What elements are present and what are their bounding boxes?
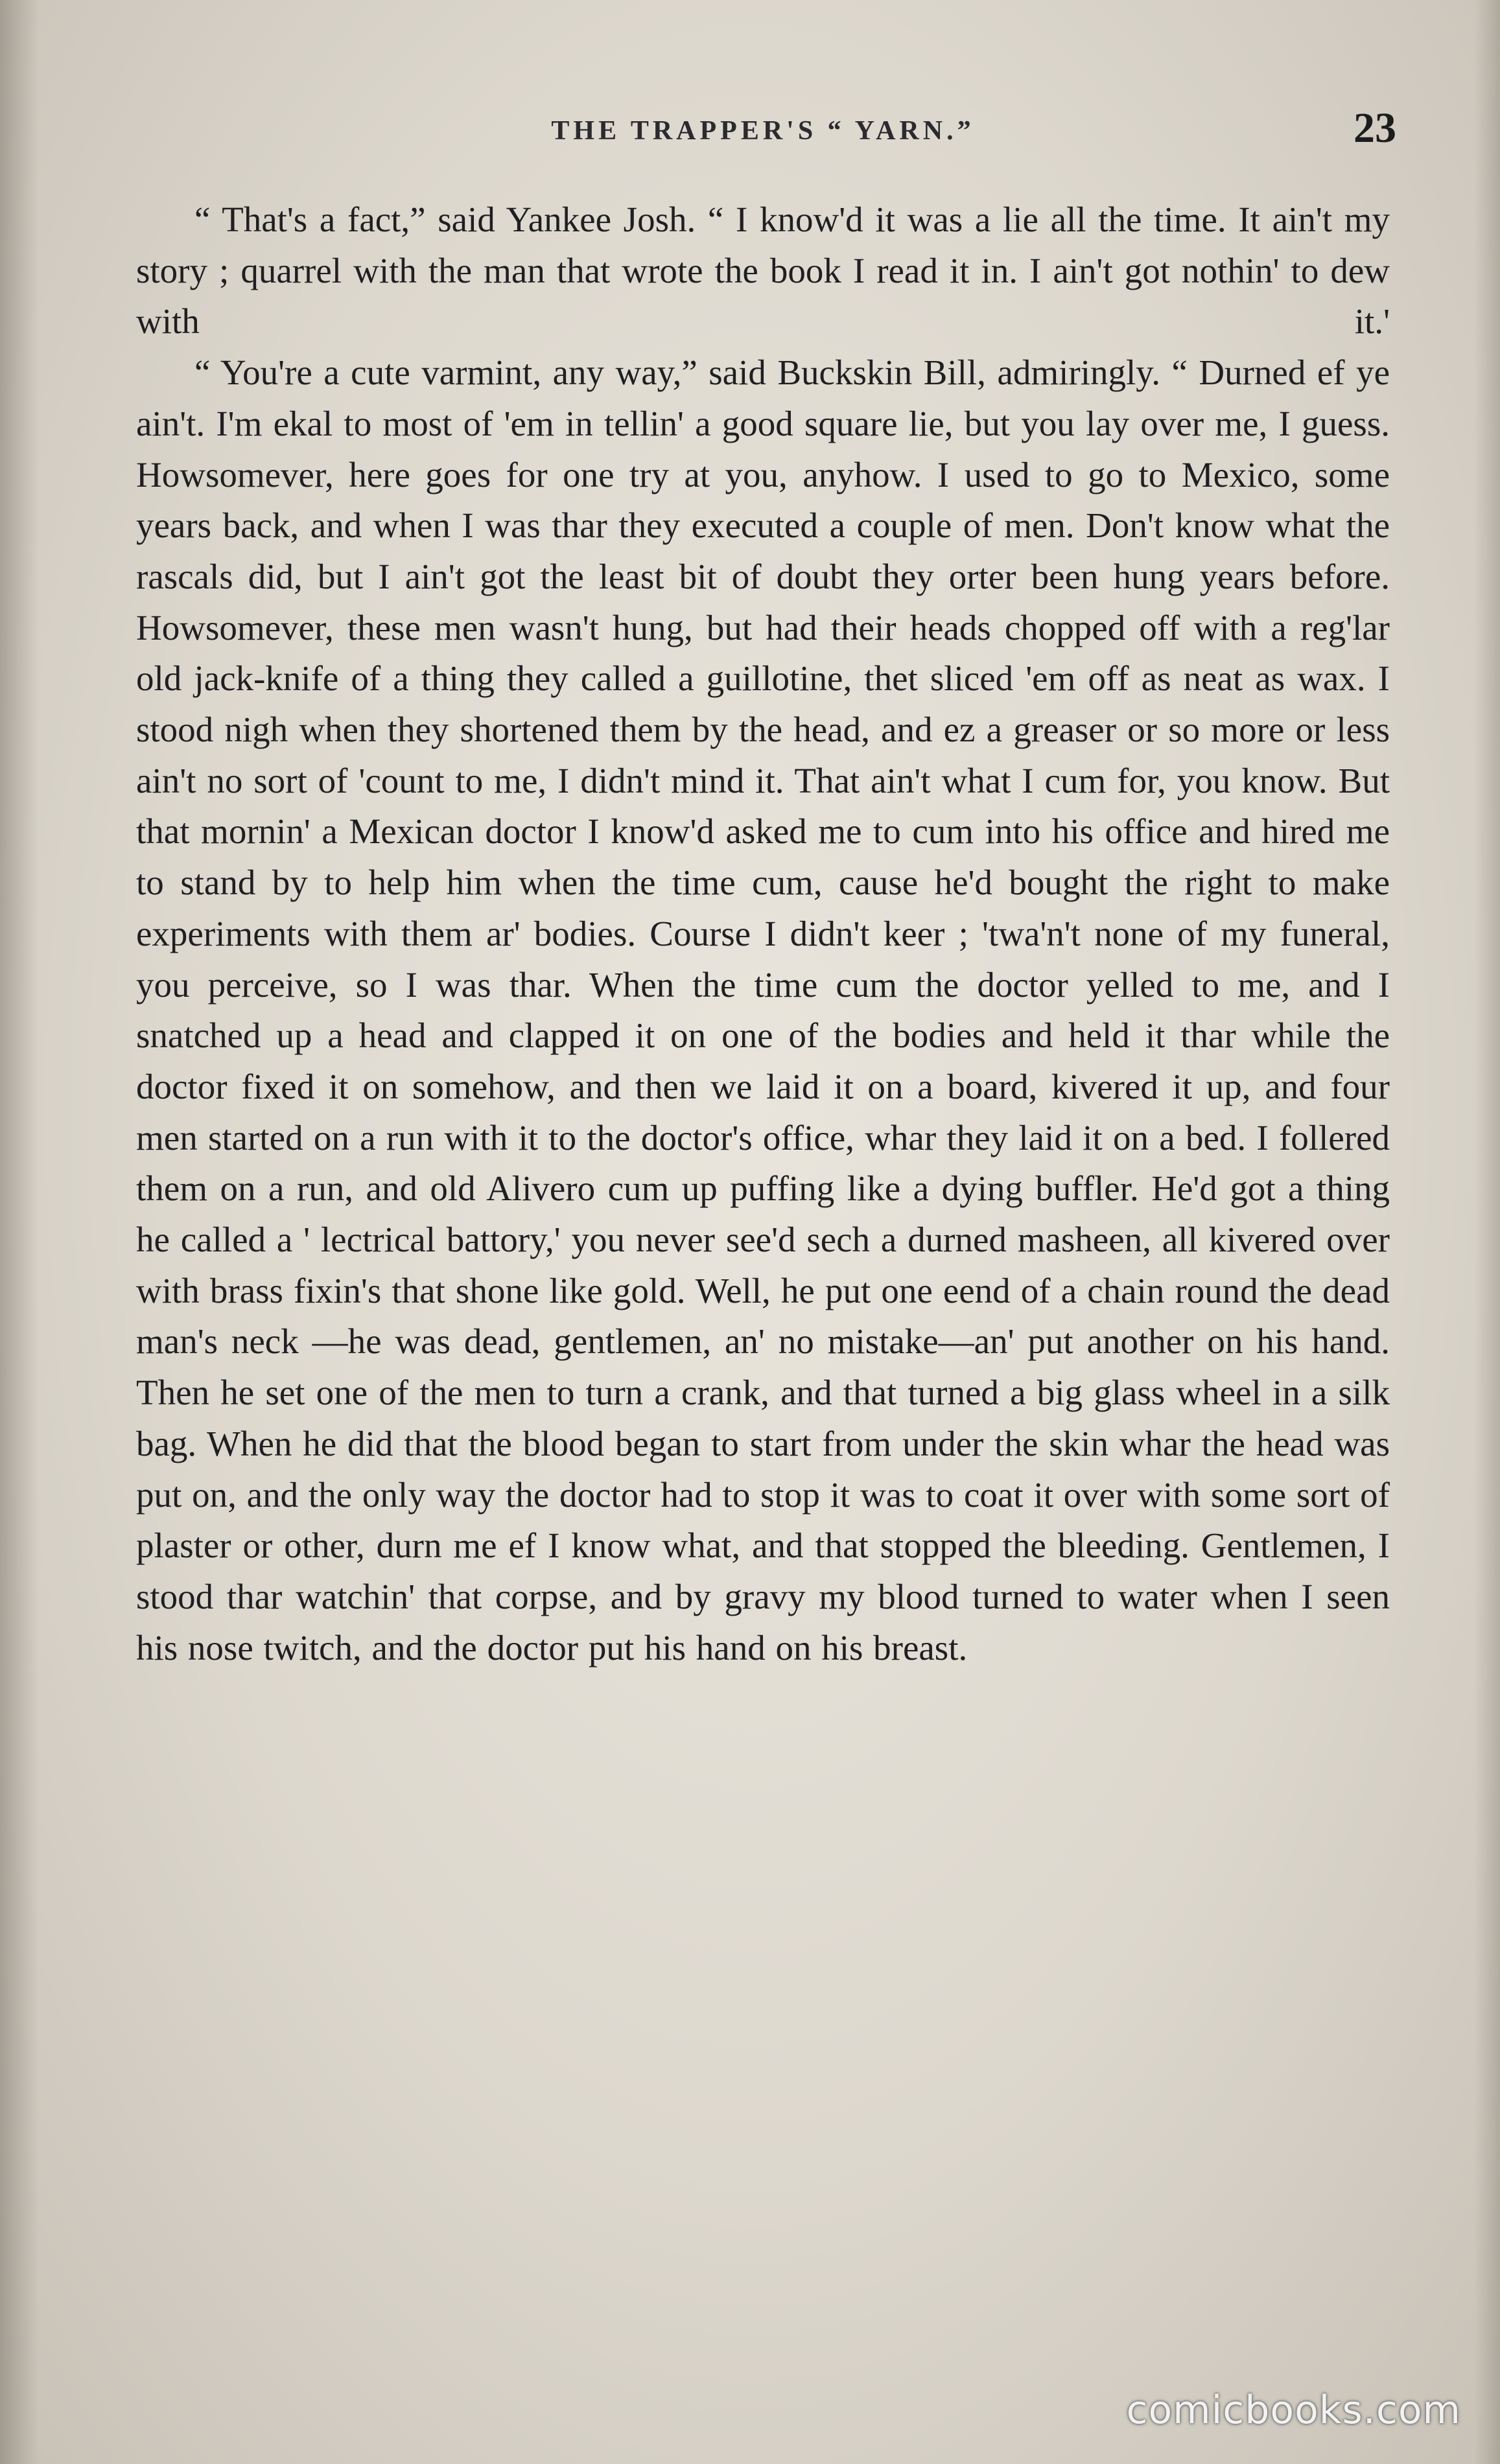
paragraph-1: “ That's a fact,” said Yankee Josh. “ I know'd it was a lie all the time. It ain't my story ; quarrel with the man that wrote the book I read it in. I ain't got nothin' to dew with it.' xyxy=(136,200,1390,342)
page-left-edge-shadow xyxy=(0,0,39,2464)
page-header xyxy=(130,104,1396,162)
body-text xyxy=(136,194,1390,2301)
running-title: THE TRAPPER'S “ YARN.” xyxy=(551,116,975,146)
page-number: 23 xyxy=(1354,104,1396,152)
paragraph-2: “ You're a cute varmint, any way,” said Buckskin Bill, admiringly. “ Durned ef ye ain't. I'm ekal to most of 'em in tellin' a good square lie, but you lay over me, I guess. Howsomever, here goes for one try at you, anyhow. I used to go to Mexico, some years back, and when I was thar they executed a couple of men. Don't know what the rascals did, but I ain't got the least bit of doubt they orter been hung years before. Howsomever, these men wasn't hung, but had their heads chopped off with a reg'lar old jack-knife of a thing they called a guillotine, thet sliced 'em off as neat as wax. I stood nigh when they shortened them by the head, and ez a greaser or so more or less ain't no sort of 'count to me, I didn't mind it. That ain't what I cum for, you know. But that mornin' a Mexican doctor I know'd asked me to cum into his office and hired me to stand by to help him when the time cum, cause he'd bought the right to make experiments with them ar' bodies. Course I didn't keer ; 'twa'n't none of my funeral, you perceive, so I was thar. When the time cum the doctor yelled to me, and I snatched up a head and clapped it on one of the bodies and held it thar while the doctor fixed it on somehow, and then we laid it on a board, kivered it up, and four men started on a run with it to the doctor's office, whar they laid it on a bed. I follered them on a run, and old Alivero cum up puffing like a dying buffler. He'd got a thing he called a ' lectrical battory,' you never see'd sech a durned masheen, all kivered over with brass fixin's that shone like gold. Well, he put one eend of a chain round the dead man's neck —he was dead, gentlemen, an' no mistake—an' put another on his hand. Then he set one of the men to turn a crank, and that turned a big glass wheel in a silk bag. When he did that the blood began to start from under the skin whar the head was put on, and the only way the doctor had to stop it was to coat it over with some sort of plaster or other, durn me ef I know what, and that stopped the bleeding. Gentlemen, I stood thar watchin' that corpse, and by gravy my blood turned to water when I seen his nose twitch, and the doctor put his hand on his breast. xyxy=(136,353,1390,1668)
page-right-edge-shadow xyxy=(1474,0,1500,2464)
watermark-text: comicbooks.com xyxy=(1126,2388,1461,2433)
